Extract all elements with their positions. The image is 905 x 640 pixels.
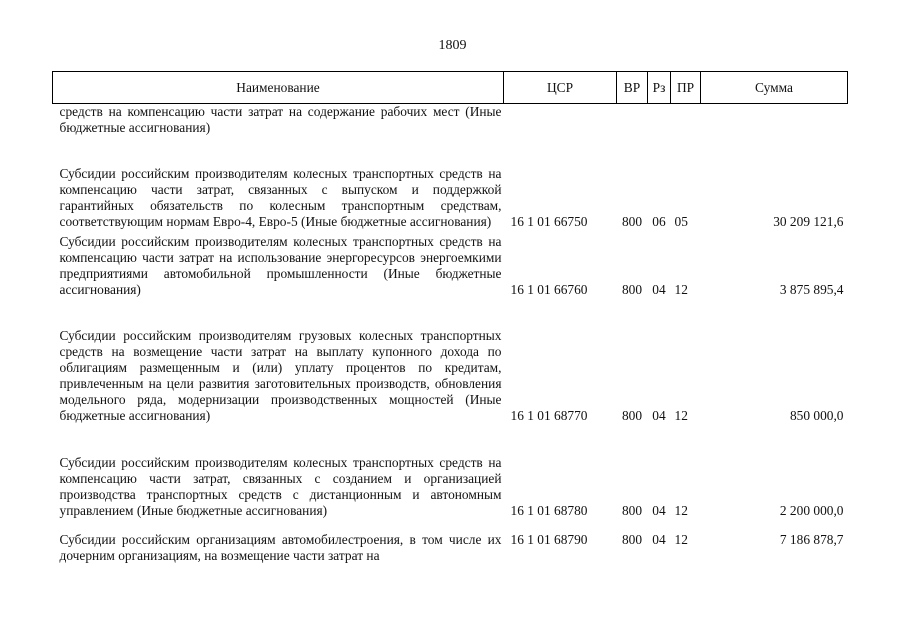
- row-vr: [617, 104, 648, 155]
- row-name: средств на компенсацию части затрат на содержание рабочих мест (Иные бюджетные ассигнования): [59, 104, 502, 135]
- row-csr: [504, 104, 617, 155]
- row-csr: 16 1 01 66760: [510, 282, 588, 297]
- page-number: 1809: [438, 38, 467, 53]
- row-vr: 800: [621, 214, 643, 229]
- table-row: [53, 439, 848, 532]
- table-row: [53, 154, 848, 234]
- row-csr: 16 1 01 66750: [510, 214, 588, 229]
- row-sum: 2 200 000,0: [779, 503, 844, 518]
- row-sum: 30 209 121,6: [773, 214, 844, 229]
- header-rz: Рз: [648, 72, 671, 104]
- row-pr: [671, 104, 701, 155]
- row-rz: [648, 104, 671, 155]
- row-pr: 12: [674, 532, 688, 547]
- row-sum: 850 000,0: [789, 408, 844, 423]
- row-pr: 12: [674, 282, 688, 297]
- row-vr: 800: [621, 408, 643, 423]
- header-csr: ЦСР: [504, 72, 617, 104]
- table-row: [53, 310, 848, 439]
- row-sum: [701, 104, 848, 155]
- row-name: Субсидии российским производителям колесных транспортных средств на компенсацию части затрат на использование энергоресурсов энергоемкими предприятиями автомобильной промышленности (Иные бюджетные ассигнования): [59, 234, 502, 297]
- row-csr: 16 1 01 68770: [510, 408, 588, 423]
- row-pr: 12: [674, 408, 688, 423]
- header-name: Наименование: [53, 72, 504, 104]
- row-csr: 16 1 01 68780: [510, 503, 588, 518]
- row-vr: 800: [621, 532, 643, 547]
- row-csr: 16 1 01 68790: [510, 532, 588, 547]
- row-rz: 04: [652, 282, 666, 297]
- row-sum: 7 186 878,7: [779, 532, 844, 547]
- header-sum: Сумма: [701, 72, 848, 104]
- header-vr: ВР: [617, 72, 648, 104]
- budget-table: [52, 71, 848, 572]
- row-sum: 3 875 895,4: [779, 282, 844, 297]
- header-pr: ПР: [671, 72, 701, 104]
- row-name: Субсидии российским производителям колесных транспортных средств на компенсацию части затрат, связанных с выпуском и поддержкой гарантийных обязательств по колесным транспортным средствам, соответствующим нормам Евро-4, Евро-5 (Иные бюджетные ассигнования): [59, 166, 502, 229]
- row-pr: 12: [674, 503, 688, 518]
- row-rz: 06: [652, 214, 666, 229]
- table-row: [53, 104, 848, 155]
- table-header: [53, 72, 848, 104]
- row-rz: 04: [652, 408, 666, 423]
- row-rz: 04: [652, 503, 666, 518]
- table-row: [53, 532, 848, 572]
- row-name: Субсидии российским организациям автомобилестроения, в том числе их дочерним организациям, на возмещение части затрат на: [59, 532, 502, 563]
- row-vr: 800: [621, 282, 643, 297]
- row-vr: 800: [621, 503, 643, 518]
- table-row: [53, 234, 848, 310]
- row-pr: 05: [674, 214, 688, 229]
- row-name: Субсидии российским производителям грузовых колесных транспортных средств на возмещение части затрат на выплату купонного дохода по облигациям размещенным и (или) уплату процентов по кредитам, привлеченным на цели развития заготовительных производств, обновления модельного ряда, модернизации производственных мощностей (Иные бюджетные ассигнования): [59, 328, 502, 423]
- row-rz: 04: [652, 532, 666, 547]
- row-name: Субсидии российским производителям колесных транспортных средств на компенсацию части затрат, связанных с созданием и организацией производства транспортных средств с дистанционным и автономным управлением (Иные бюджетные ассигнования): [59, 455, 502, 518]
